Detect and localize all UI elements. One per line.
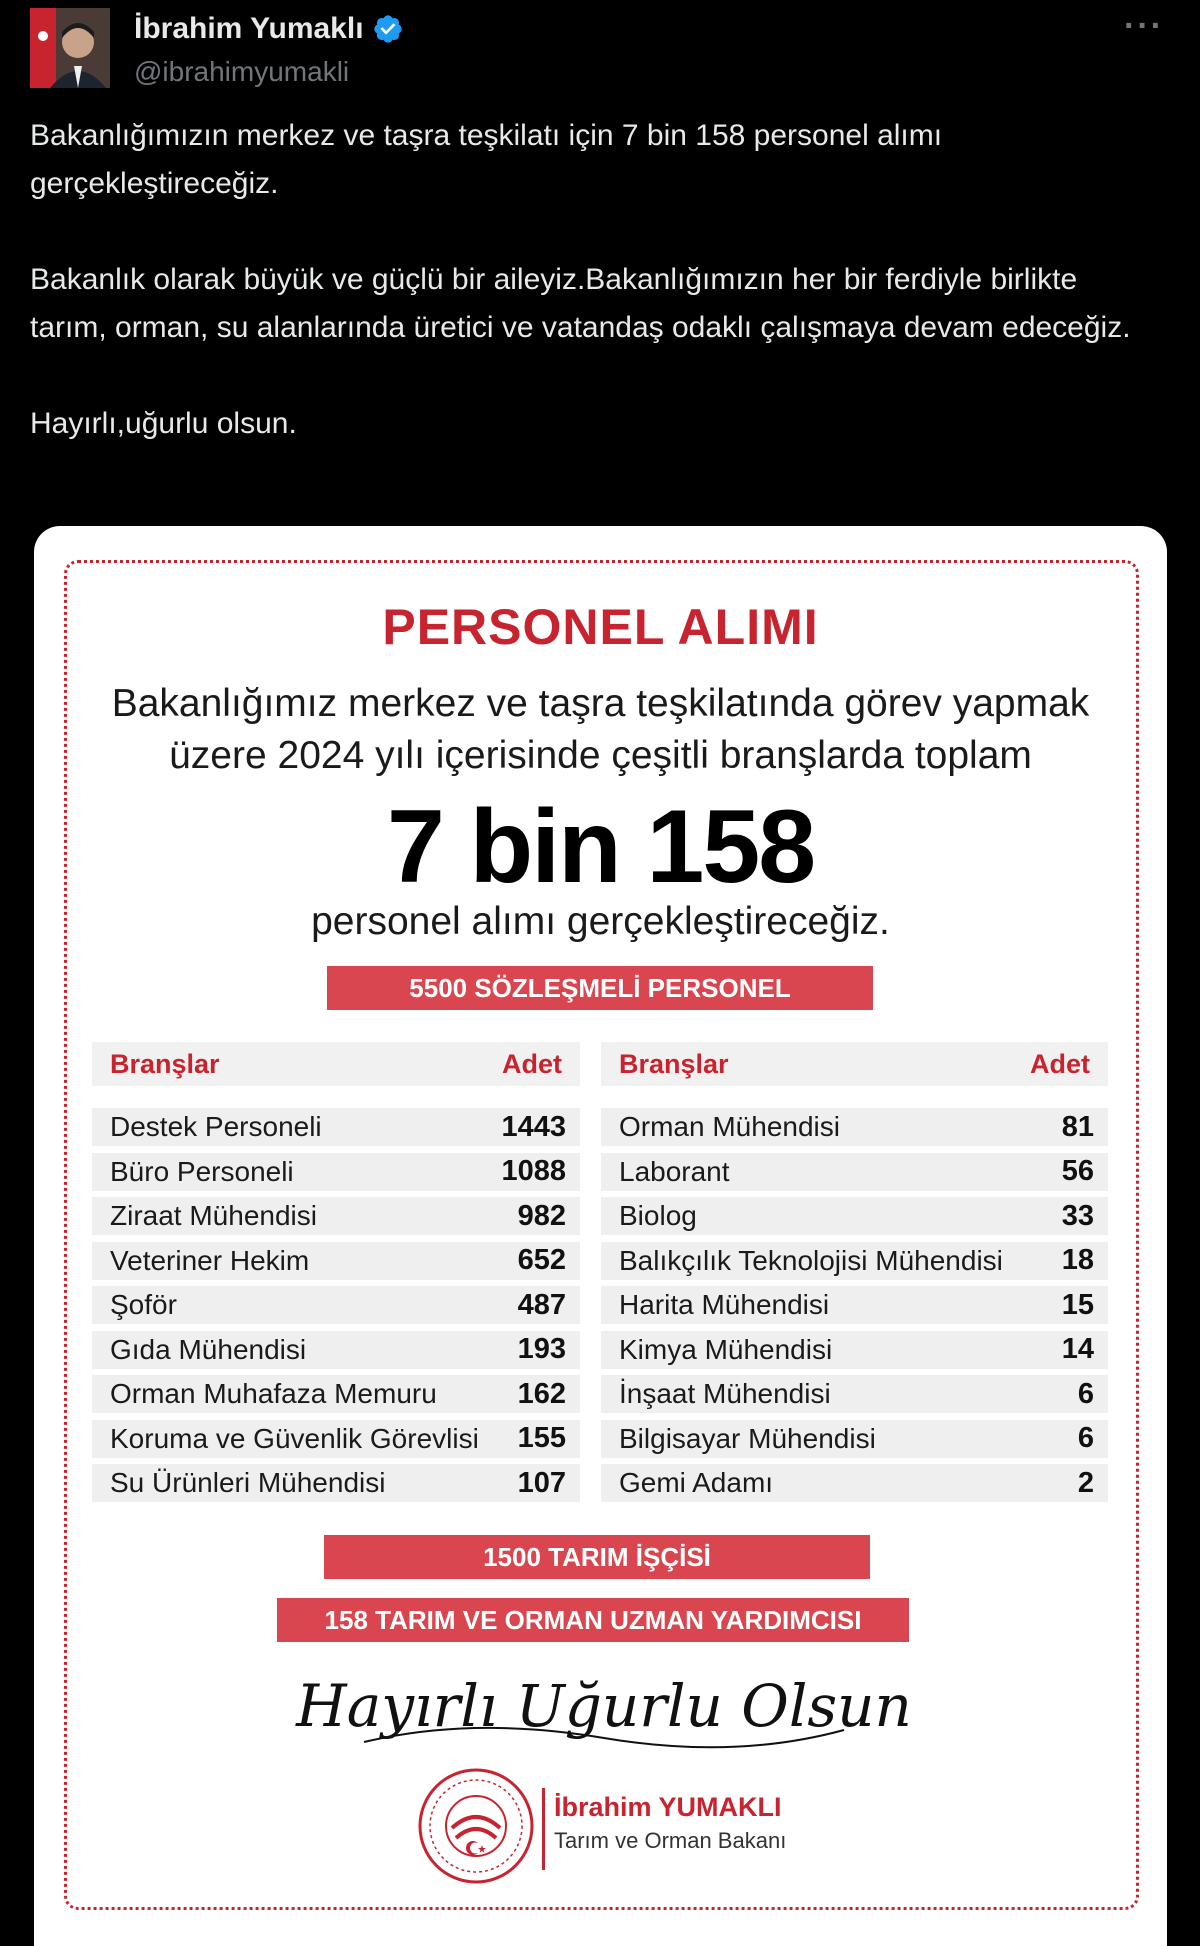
card-outro: personel alımı gerçekleştireceğiz. [311, 900, 890, 943]
avatar[interactable] [30, 8, 110, 88]
card-title: PERSONEL ALIMI [382, 599, 819, 655]
separator-line [542, 1788, 545, 1870]
table-row [92, 1108, 580, 1146]
branch-count: 193 [517, 1333, 566, 1365]
branch-count: 107 [517, 1466, 566, 1499]
table-row [601, 1331, 1108, 1369]
branch-name: Balıkçılık Teknolojisi Mühendisi [619, 1244, 1003, 1276]
branch-name: Büro Personeli [110, 1155, 294, 1187]
table-row [601, 1420, 1108, 1458]
table-row [92, 1420, 580, 1458]
branch-count: 14 [1061, 1333, 1094, 1365]
branch-name: Orman Mühendisi [619, 1111, 840, 1142]
contract-personnel-banner: 5500 SÖZLEŞMELİ PERSONEL [327, 966, 873, 1010]
branches-table-right [601, 1042, 1108, 1509]
signature-image [296, 1646, 912, 1766]
header-count: Adet [1030, 1048, 1090, 1079]
branch-count: 2 [1077, 1466, 1094, 1499]
verified-badge-icon [372, 13, 404, 45]
branch-name: Harita Mühendisi [619, 1289, 830, 1320]
tweet-header [30, 8, 1170, 92]
branch-name: Koruma ve Güvenlik Görevlisi [110, 1422, 479, 1454]
table-row [92, 1242, 580, 1280]
signature-text: Hayırlı Uğurlu Olsun [296, 1672, 912, 1740]
branch-name: Şoför [110, 1289, 177, 1320]
table-row [601, 1242, 1108, 1280]
branch-count: 652 [517, 1244, 566, 1276]
table-row [601, 1286, 1108, 1324]
farm-workers-banner: 1500 TARIM İŞÇİSİ [324, 1535, 870, 1579]
table-row [601, 1153, 1108, 1191]
branch-name: Biolog [619, 1200, 697, 1231]
table-row [92, 1464, 580, 1502]
table-row [92, 1153, 580, 1191]
branch-name: Gemi Adamı [619, 1467, 774, 1498]
branch-count: 15 [1061, 1288, 1094, 1321]
branch-count: 6 [1077, 1377, 1094, 1410]
header-count: Adet [502, 1048, 562, 1079]
table-row [92, 1286, 580, 1324]
handle[interactable]: @ibrahimyumakli [134, 56, 350, 87]
branch-name: Destek Personeli [110, 1111, 322, 1142]
branch-name: Laborant [619, 1155, 730, 1187]
branch-count: 1088 [501, 1155, 566, 1187]
card-intro: Bakanlığımız merkez ve taşra teşkilatında görev yapmak üzere 2024 yılı içerisinde çeşitli branşlarda toplam [111, 682, 1090, 777]
branch-name: İnşaat Mühendisi [619, 1378, 831, 1409]
tweet-media-image[interactable] [34, 526, 1167, 1946]
more-dots-icon[interactable]: ··· [1124, 7, 1164, 45]
table-header [92, 1042, 580, 1086]
minister-title: Tarım ve Orman Bakanı [554, 1828, 787, 1853]
branch-name: Ziraat Mühendisi [110, 1200, 317, 1231]
table-row [601, 1108, 1108, 1146]
ministry-seal-icon [416, 1766, 536, 1886]
branch-count: 162 [517, 1377, 566, 1410]
branch-name: Su Ürünleri Mühendisi [110, 1467, 386, 1498]
branch-name: Orman Muhafaza Memuru [110, 1378, 437, 1409]
header-branch: Branşlar [619, 1048, 729, 1079]
expert-assistants-banner: 158 TARIM VE ORMAN UZMAN YARDIMCISI [277, 1598, 909, 1642]
branch-name: Kimya Mühendisi [619, 1333, 833, 1365]
table-row [601, 1375, 1108, 1413]
branch-count: 33 [1061, 1199, 1094, 1232]
branch-name: Gıda Mühendisi [110, 1333, 307, 1365]
total-personnel-number: 7 bin 158 [386, 789, 815, 905]
table-row [92, 1375, 580, 1413]
table-row [601, 1464, 1108, 1502]
branch-count: 81 [1061, 1110, 1094, 1143]
branch-count: 18 [1061, 1244, 1094, 1276]
branch-count: 56 [1061, 1155, 1094, 1187]
table-row [601, 1197, 1108, 1235]
branch-count: 982 [517, 1199, 566, 1232]
branches-table-left [92, 1042, 580, 1509]
branch-count: 487 [517, 1288, 566, 1321]
table-row [92, 1197, 580, 1235]
branch-name: Veteriner Hekim [110, 1244, 310, 1276]
branch-count: 1443 [501, 1110, 566, 1143]
header-branch: Branşlar [110, 1048, 220, 1079]
table-row [92, 1331, 580, 1369]
table-header [601, 1042, 1108, 1086]
branch-count: 6 [1077, 1422, 1094, 1454]
branch-count: 155 [517, 1422, 566, 1454]
display-name[interactable]: İbrahim Yumaklı [134, 12, 364, 45]
branch-name: Bilgisayar Mühendisi [619, 1422, 876, 1454]
minister-name: İbrahim YUMAKLI [554, 1792, 782, 1822]
tweet-text: Bakanlığımızın merkez ve taşra teşkilatı için 7 bin 158 personel alımı gerçekleştireceğiz. Bakanlık olarak büyük ve güçlü bir aileyiz.Bakanlığımızın her bir ferdiyle birlikte tarım, orman, su alanlarında üretici ve vatandaş odaklı çalışmaya devam edeceğiz. Hayırlı,uğurlu olsun. [30, 119, 1131, 440]
